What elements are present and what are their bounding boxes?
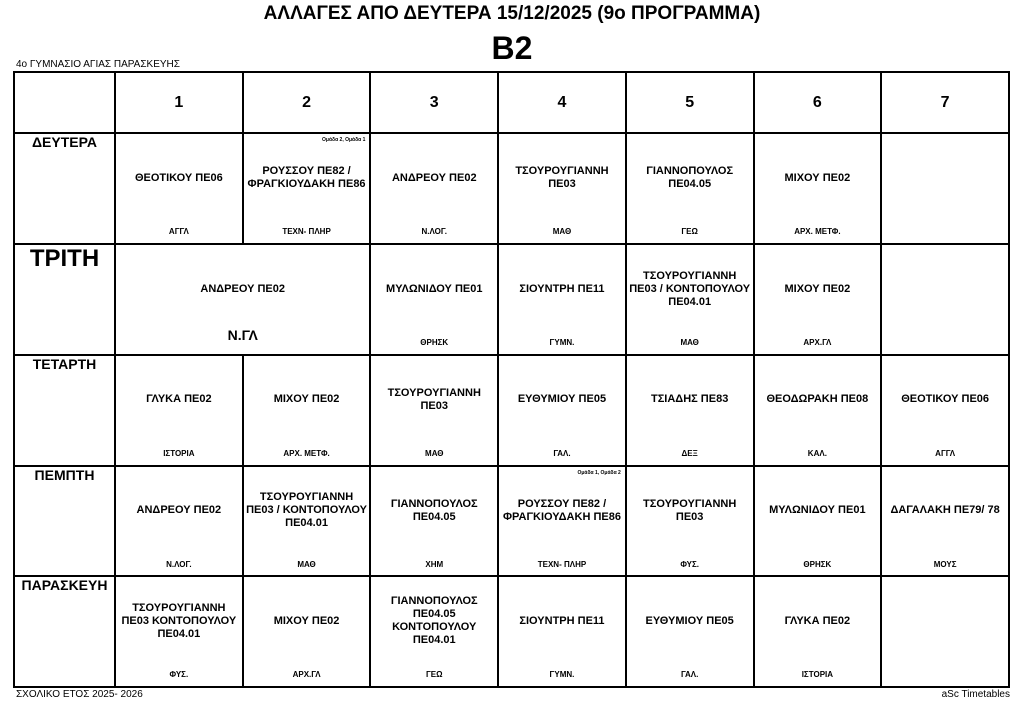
lesson-cell xyxy=(754,244,882,355)
lesson-cell xyxy=(626,576,754,687)
period-header: 7 xyxy=(881,72,1009,133)
lesson-cell xyxy=(370,576,498,687)
subject-name: ΑΓΓΛ xyxy=(935,448,956,458)
lesson-cell xyxy=(115,576,243,687)
lesson-cell xyxy=(370,244,498,355)
subject-name: ΙΣΤΟΡΙΑ xyxy=(163,448,195,458)
period-header: 4 xyxy=(498,72,626,133)
subject-name: ΤΕΧΝ- ΠΛΗΡ xyxy=(537,559,587,569)
lesson-cell xyxy=(115,466,243,577)
subject-name: ΙΣΤΟΡΙΑ xyxy=(801,670,834,680)
subject-name: ΓΥΜΝ. xyxy=(549,670,575,680)
lesson-cell xyxy=(754,133,882,244)
teacher-name: ΘΕΟΤΙΚΟΥ ΠΕ06 xyxy=(901,393,990,406)
lesson-cell xyxy=(370,355,498,466)
lesson-cell xyxy=(498,466,626,577)
lesson-cell xyxy=(626,244,754,355)
lesson-cell xyxy=(243,576,371,687)
lesson-cell xyxy=(243,466,371,577)
lesson-cell xyxy=(881,355,1009,466)
teacher-name: ΜΥΛΩΝΙΔΟΥ ΠΕ01 xyxy=(769,504,866,517)
subject-name: Ν.ΛΟΓ. xyxy=(421,227,447,237)
teacher-name: ΣΙΟΥΝΤΡΗ ΠΕ11 xyxy=(519,282,605,295)
lesson-cell xyxy=(754,355,882,466)
teacher-name: ΜΥΛΩΝΙΔΟΥ ΠΕ01 xyxy=(386,282,483,295)
teacher-name: ΣΙΟΥΝΤΡΗ ΠΕ11 xyxy=(519,614,605,627)
lesson-cell xyxy=(243,133,371,244)
day-row xyxy=(14,355,1009,466)
lesson-cell xyxy=(370,133,498,244)
teacher-name: ΤΣΟΥΡΟΥΓΙΑΝΝΗ ΠΕ03 xyxy=(387,386,481,412)
day-name: ΔΕΥΤΕΡΑ xyxy=(14,133,115,244)
teacher-name: ΤΣΟΥΡΟΥΓΙΑΝΝΗ ΠΕ03 xyxy=(643,497,737,523)
subject-name: ΑΡΧ. ΜΕΤΦ. xyxy=(283,448,330,458)
teacher-name: ΤΣΟΥΡΟΥΓΙΑΝΝΗ ΠΕ03 ΚΟΝΤΟΠΟΥΛΟΥ ΠΕ04.01 xyxy=(121,601,237,640)
lesson-cell xyxy=(498,133,626,244)
subject-name: ΓΑΛ. xyxy=(553,448,571,458)
empty-cell xyxy=(881,133,1009,244)
day-row xyxy=(14,466,1009,577)
software-credit: aSc Timetables xyxy=(941,689,1010,700)
subject-name: ΑΡΧ.ΓΛ xyxy=(292,670,321,680)
subject-name: ΜΑΘ xyxy=(552,227,572,237)
day-name: ΤΡΙΤΗ xyxy=(14,244,115,355)
timetable xyxy=(13,71,1010,688)
subject-name: ΦΥΣ. xyxy=(680,559,700,569)
subject-name: ΜΑΘ xyxy=(680,338,699,348)
teacher-name: ΜΙΧΟΥ ΠΕ02 xyxy=(784,171,851,184)
teacher-name: ΡΟΥΣΣΟΥ ΠΕ82 / ΦΡΑΓΚΙΟΥΔΑΚΗ ΠΕ86 xyxy=(247,165,366,191)
lesson-cell xyxy=(115,133,243,244)
teacher-name: ΕΥΘΥΜΙΟΥ ΠΕ05 xyxy=(645,614,734,627)
teacher-name: ΑΝΔΡΕΟΥ ΠΕ02 xyxy=(136,504,222,517)
subject-name: Ν.ΛΟΓ. xyxy=(166,559,192,569)
teacher-name: ΑΝΔΡΕΟΥ ΠΕ02 xyxy=(391,171,477,184)
lesson-cell xyxy=(498,576,626,687)
corner-cell xyxy=(14,72,115,133)
teacher-name: ΘΕΟΤΙΚΟΥ ΠΕ06 xyxy=(134,171,223,184)
lesson-cell xyxy=(370,466,498,577)
empty-cell xyxy=(881,576,1009,687)
period-header: 1 xyxy=(115,72,243,133)
subject-name: ΓΕΩ xyxy=(425,670,443,680)
subject-name: ΜΑΘ xyxy=(297,559,316,569)
period-header: 2 xyxy=(243,72,371,133)
teacher-name: ΑΝΔΡΕΟΥ ΠΕ02 xyxy=(200,282,286,295)
subject-name: ΓΑΛ. xyxy=(681,670,699,680)
teacher-name: ΓΙΑΝΝΟΠΟΥΛΟΣ ΠΕ04.05 xyxy=(390,497,478,523)
subject-name: ΘΡΗΣΚ xyxy=(803,559,832,569)
teacher-name: ΜΙΧΟΥ ΠΕ02 xyxy=(273,614,340,627)
page-title: ΑΛΛΑΓΕΣ ΑΠΟ ΔΕΥΤΕΡΑ 15/12/2025 (9ο ΠΡΟΓΡΑΜΜΑ) xyxy=(263,3,761,24)
subject-name: ΜΑΘ xyxy=(425,448,444,458)
teacher-name: ΡΟΥΣΣΟΥ ΠΕ82 / ΦΡΑΓΚΙΟΥΔΑΚΗ ΠΕ86 xyxy=(502,497,621,523)
lesson-cell xyxy=(115,355,243,466)
teacher-name: ΤΣΟΥΡΟΥΓΙΑΝΝΗ ΠΕ03 / ΚΟΝΤΟΠΟΥΛΟΥ ΠΕ04.01 xyxy=(246,491,367,530)
period-header: 5 xyxy=(626,72,754,133)
teacher-name: ΤΣΙΑΔΗΣ ΠΕ83 xyxy=(650,393,729,406)
teacher-name: ΕΥΘΥΜΙΟΥ ΠΕ05 xyxy=(517,393,607,406)
subject-name: ΔΕΞ xyxy=(681,448,698,458)
lesson-cell xyxy=(754,466,882,577)
teacher-name: ΔΑΓΑΛΑΚΗ ΠΕ79/ 78 xyxy=(890,504,1000,517)
day-row xyxy=(14,576,1009,687)
day-name: ΠΕΜΠΤΗ xyxy=(14,466,115,577)
teacher-name: ΓΛΥΚΑ ΠΕ02 xyxy=(146,393,212,406)
lesson-cell xyxy=(626,355,754,466)
subject-name: ΧΗΜ xyxy=(425,559,444,569)
period-header: 6 xyxy=(754,72,882,133)
teacher-name: ΓΙΑΝΝΟΠΟΥΛΟΣ ΠΕ04.05 xyxy=(646,165,734,191)
subject-name: ΓΥΜΝ. xyxy=(549,338,575,348)
teacher-name: ΤΣΟΥΡΟΥΓΙΑΝΝΗ ΠΕ03 / ΚΟΝΤΟΠΟΥΛΟΥ ΠΕ04.01 xyxy=(629,269,751,308)
teacher-name: ΜΙΧΟΥ ΠΕ02 xyxy=(784,282,851,295)
day-name: ΠΑΡΑΣΚΕΥΗ xyxy=(14,576,115,687)
group-label: Ομάδα 2, Ομάδα 1 xyxy=(322,137,366,144)
school-name: 4ο ΓΥΜΝΑΣΙΟ ΑΓΙΑΣ ΠΑΡΑΣΚΕΥΗΣ xyxy=(16,59,180,70)
day-row xyxy=(14,244,1009,355)
day-name: ΤΕΤΑΡΤΗ xyxy=(14,355,115,466)
lesson-cell xyxy=(243,355,371,466)
group-label: Ομάδα 1, Ομάδα 2 xyxy=(577,469,621,476)
subject-name: ΑΡΧ. ΜΕΤΦ. xyxy=(794,227,841,237)
empty-cell xyxy=(881,244,1009,355)
lesson-cell xyxy=(498,355,626,466)
subject-name: ΘΡΗΣΚ xyxy=(420,338,449,348)
lesson-cell xyxy=(754,576,882,687)
day-row xyxy=(14,133,1009,244)
teacher-name: ΜΙΧΟΥ ΠΕ02 xyxy=(273,393,340,406)
subject-name: ΑΓΓΛ xyxy=(168,227,189,237)
subject-name: ΑΡΧ.ΓΛ xyxy=(803,338,832,348)
school-year: ΣΧΟΛΙΚΟ ΕΤΟΣ 2025- 2026 xyxy=(16,689,143,700)
subject-name: ΦΥΣ. xyxy=(169,670,189,680)
subject-name: Ν.ΓΛ xyxy=(227,327,258,344)
period-header-row xyxy=(14,72,1009,133)
lesson-cell xyxy=(626,133,754,244)
teacher-name: ΤΣΟΥΡΟΥΓΙΑΝΝΗ ΠΕ03 xyxy=(515,165,609,191)
subject-name: ΓΕΩ xyxy=(681,227,698,237)
subject-name: ΜΟΥΣ xyxy=(933,559,957,569)
subject-name: ΚΑΛ. xyxy=(807,448,827,458)
teacher-name: ΓΛΥΚΑ ΠΕ02 xyxy=(784,614,851,627)
lesson-cell xyxy=(115,244,370,355)
lesson-cell xyxy=(881,466,1009,577)
class-name: Β2 xyxy=(491,30,533,66)
teacher-name: ΘΕΟΔΩΡΑΚΗ ΠΕ08 xyxy=(766,393,869,406)
lesson-cell xyxy=(626,466,754,577)
teacher-name: ΓΙΑΝΝΟΠΟΥΛΟΣ ΠΕ04.05 ΚΟΝΤΟΠΟΥΛΟΥ ΠΕ04.01 xyxy=(390,595,478,647)
period-header: 3 xyxy=(370,72,498,133)
lesson-cell xyxy=(498,244,626,355)
subject-name: ΤΕΧΝ- ΠΛΗΡ xyxy=(282,227,331,237)
